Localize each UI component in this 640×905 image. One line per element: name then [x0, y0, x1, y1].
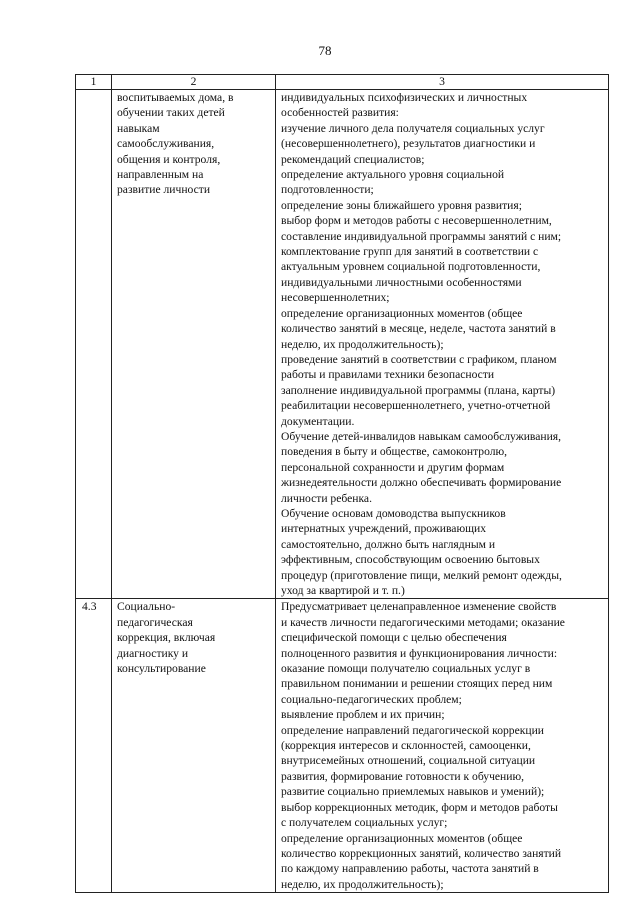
- text-line: Обучение детей-инвалидов навыкам самообслуживания,: [281, 429, 562, 443]
- text-line: реабилитации несовершеннолетнего, учетно-отчетной: [281, 399, 551, 413]
- text-line: Обучение основам домоводства выпускников: [281, 506, 506, 520]
- services-table: [75, 74, 609, 893]
- text-line: коррекция, включая: [117, 631, 216, 645]
- text-line: выбор коррекционных методик, форм и методов работы: [281, 800, 558, 814]
- text-line: диагностику и: [117, 646, 189, 660]
- text-line: определение зоны ближайшего уровня развития;: [281, 198, 522, 212]
- header-col-3: 3: [276, 75, 609, 90]
- text-line: количество коррекционных занятий, количество занятий: [281, 846, 562, 860]
- text-line: составление индивидуальной программы занятий с ним;: [281, 229, 562, 243]
- text-line: персональной сохранности и другим формам: [281, 460, 505, 474]
- text-line: Предусматривает целенаправленное изменение свойств: [281, 600, 557, 614]
- text-line: неделю, их продолжительность);: [281, 337, 444, 351]
- text-line: индивидуальных психофизических и личностных: [281, 91, 528, 104]
- text-line: работы и правилами техники безопасности: [281, 368, 495, 382]
- text-line: эффективным, способствующим освоению бытовых: [281, 553, 540, 567]
- text-line: по каждому направлению работы, частота занятий в: [281, 862, 539, 876]
- text-line: полноценного развития и функционирования личности:: [281, 646, 558, 660]
- text-line: развитие личности: [117, 183, 211, 197]
- text-line: личности ребенка.: [281, 491, 372, 505]
- text-line: индивидуальными личностными особенностями: [281, 275, 522, 289]
- text-line: самостоятельно, должно быть наглядным и: [281, 537, 496, 551]
- text-line: неделю, их продолжительность);: [281, 877, 444, 891]
- text-line: заполнение индивидуальной программы (плана, карты): [281, 383, 556, 397]
- table-row: [76, 599, 609, 893]
- text-line: самообслуживания,: [117, 137, 215, 151]
- text-line: поведения в быту и обществе, самоконтролю,: [281, 445, 508, 459]
- text-line: и качеств личности педагогическими методами; оказание: [281, 615, 565, 629]
- text-line: особенностей развития:: [281, 106, 399, 120]
- text-line: внутрисемейных отношений, социальной ситуации: [281, 754, 536, 768]
- text-line: социально-педагогических проблем;: [281, 692, 462, 706]
- row-number: [76, 90, 112, 599]
- text-line: выбор форм и методов работы с несовершеннолетним,: [281, 214, 552, 228]
- text-line: навыкам: [117, 121, 160, 135]
- service-name: [112, 90, 276, 599]
- text-line: обучении таких детей: [117, 106, 225, 120]
- service-name: [112, 599, 276, 893]
- text-line: изучение личного дела получателя социальных услуг: [281, 121, 545, 135]
- text-line: несовершеннолетних;: [281, 291, 390, 305]
- text-line: (коррекция интересов и склонностей, самооценки,: [281, 739, 531, 753]
- text-line: определение организационных моментов (общее: [281, 831, 523, 845]
- row-number: 4.3: [76, 599, 112, 893]
- service-description: [276, 90, 609, 599]
- text-line: с получателем социальных услуг;: [281, 816, 448, 830]
- text-line: направленным на: [117, 168, 204, 182]
- text-line: комплектование групп для занятий в соответствии с: [281, 245, 539, 259]
- text-line: оказание помощи получателю социальных услуг в: [281, 662, 531, 676]
- text-line: (несовершеннолетнего), результатов диагностики и: [281, 137, 536, 151]
- text-line: рекомендаций специалистов;: [281, 152, 425, 166]
- text-line: уход за квартирой и т. п.): [281, 584, 405, 597]
- text-line: определение организационных моментов (общее: [281, 306, 523, 320]
- header-col-1: 1: [76, 75, 112, 90]
- text-line: количество занятий в месяце, неделе, частота занятий в: [281, 322, 556, 336]
- text-line: консультирование: [117, 662, 206, 676]
- header-col-2: 2: [112, 75, 276, 90]
- table-header-row: [76, 75, 609, 90]
- text-line: определение актуального уровня социальной: [281, 168, 505, 182]
- text-line: подготовленности;: [281, 183, 374, 197]
- text-line: процедур (приготовление пищи, мелкий ремонт одежды,: [281, 568, 562, 582]
- text-line: развитие социально приемлемых навыков и умений);: [281, 785, 545, 799]
- table-row: [76, 90, 609, 599]
- text-line: определение направлений педагогической коррекции: [281, 723, 544, 737]
- text-line: общения и контроля,: [117, 152, 221, 166]
- text-line: жизнедеятельности должно обеспечивать формирование: [281, 476, 562, 490]
- text-line: специфической помощи с целью обеспечения: [281, 631, 507, 645]
- text-line: развития, формирование готовности к обучению,: [281, 769, 525, 783]
- text-line: актуальным уровнем социальной подготовленности,: [281, 260, 541, 274]
- service-description: [276, 599, 609, 893]
- text-line: выявление проблем и их причин;: [281, 708, 445, 722]
- text-line: Социально-: [117, 600, 176, 614]
- text-line: документации.: [281, 414, 355, 428]
- text-line: педагогическая: [117, 615, 193, 629]
- text-line: интернатных учреждений, проживающих: [281, 522, 487, 536]
- text-line: проведение занятий в соответствии с графиком, планом: [281, 352, 557, 366]
- page-number: 78: [318, 43, 332, 58]
- text-line: воспитываемых дома, в: [117, 91, 234, 104]
- text-line: правильном понимании и решении стоящих перед ним: [281, 677, 553, 691]
